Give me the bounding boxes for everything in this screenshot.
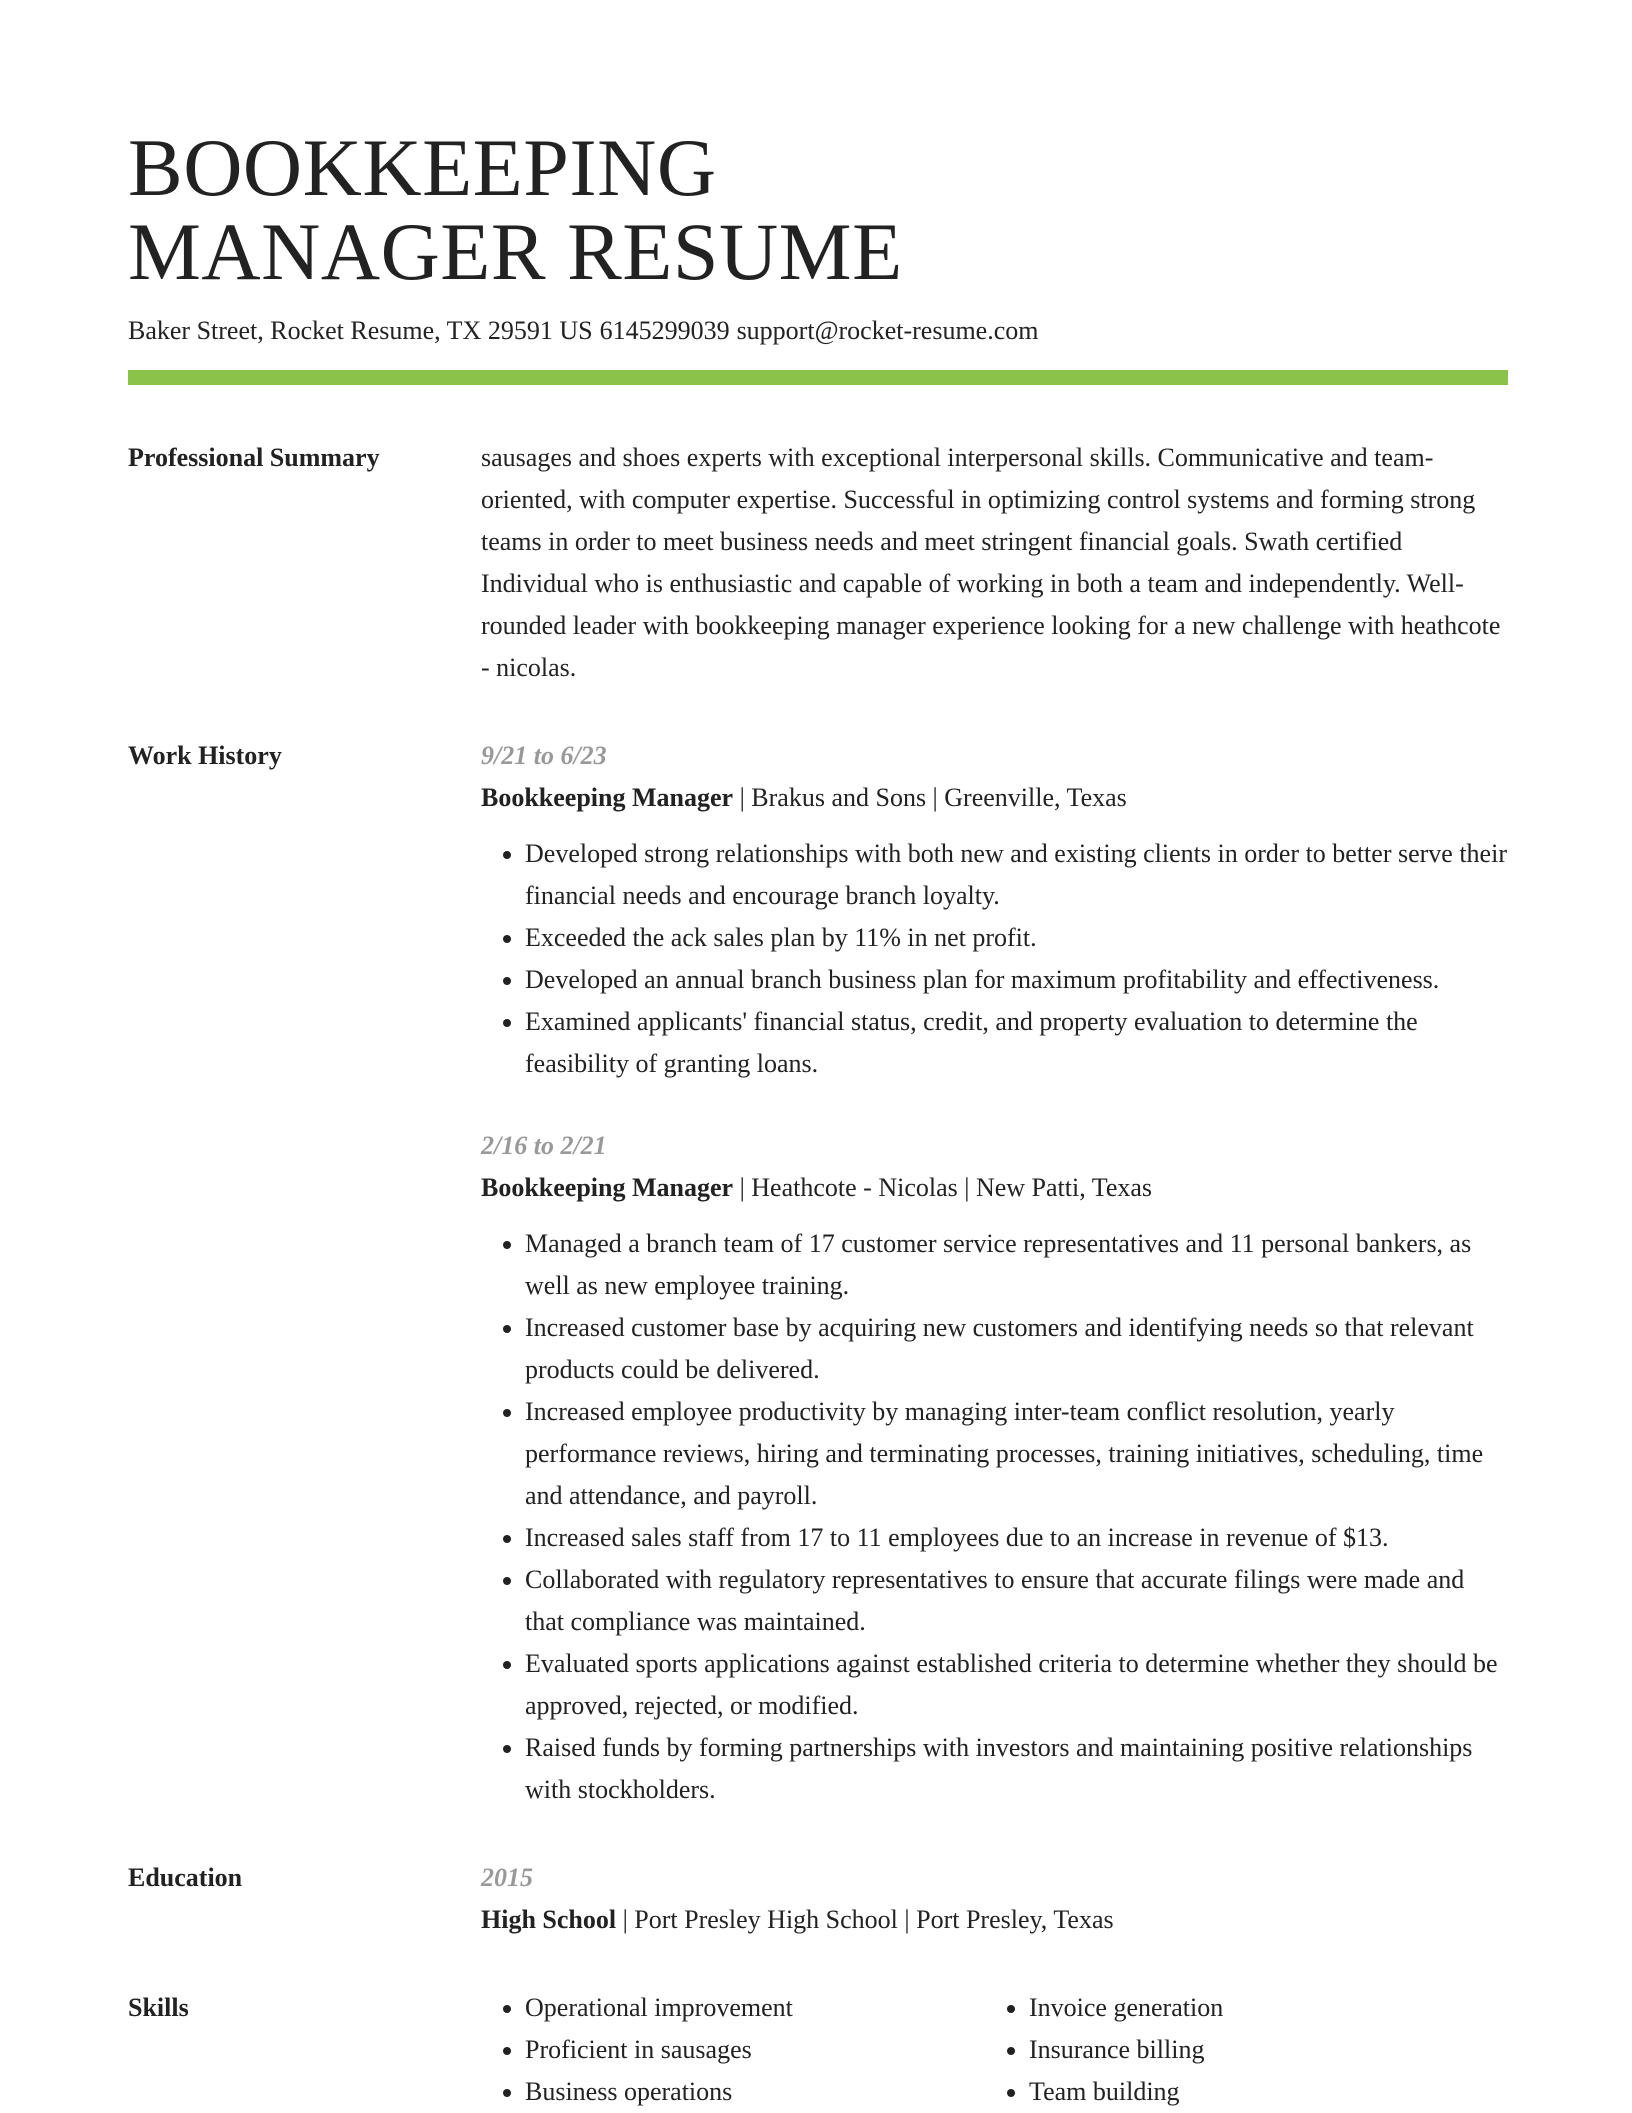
education-label: Education bbox=[128, 1863, 243, 1892]
title-line-1: BOOKKEEPING bbox=[128, 122, 717, 213]
list-item: • Increased sales staff from 17 to 11 employees due to an increase in revenue of $13. bbox=[525, 1517, 1508, 1559]
job-details: | Heathcote - Nicolas | New Patti, Texas bbox=[733, 1173, 1153, 1202]
job-role: Bookkeeping Manager bbox=[481, 1173, 734, 1202]
education-year: 2015 bbox=[481, 1863, 533, 1892]
list-item: • Developed an annual branch business plan for maximum profitability and effectiveness. bbox=[525, 959, 1508, 1001]
job-details: | Brakus and Sons | Greenville, Texas bbox=[733, 783, 1127, 812]
resume-page bbox=[128, 122, 1508, 2113]
job-entry bbox=[481, 735, 1508, 1085]
list-item: • Increased customer base by acquiring new customers and identifying needs so that relevant products could be delivered. bbox=[525, 1307, 1508, 1391]
education-section bbox=[128, 1857, 1508, 1941]
list-item: • Evaluated sports applications against established criteria to determine whether they should be approved, rejected, or modified. bbox=[525, 1643, 1508, 1727]
education-details: | Port Presley High School | Port Presley, Texas bbox=[616, 1905, 1114, 1934]
contact-line bbox=[128, 314, 1508, 348]
list-item: • Collaborated with regulatory representatives to ensure that accurate filings were made and that compliance was maintained. bbox=[525, 1559, 1508, 1643]
job-heading bbox=[481, 777, 1508, 819]
list-item: • Raised funds by forming partnerships with investors and maintaining positive relationships with stockholders. bbox=[525, 1727, 1508, 1811]
list-item: • Proficient in sausages bbox=[525, 2029, 985, 2071]
summary-text: sausages and shoes experts with exceptional interpersonal skills. Communicative and team-oriented, with computer expertise. Successful in optimizing control systems and forming strong teams in order to meet business needs and meet stringent financial goals. Swath certified Individual who is enthusiastic and capable of working in both a team and independently. Well-rounded leader with bookkeeping manager experience looking for a new challenge with heathcote - nicolas. bbox=[481, 443, 1501, 682]
work-history-section bbox=[128, 735, 1508, 1811]
resume-title bbox=[128, 122, 1508, 297]
list-item: • Invoice generation bbox=[1029, 1987, 1509, 2029]
list-item: • Team building bbox=[1029, 2071, 1509, 2113]
title-line-2: MANAGER RESUME bbox=[128, 206, 903, 297]
contact-address: Baker Street, Rocket Resume, TX 29591 US bbox=[128, 316, 593, 345]
list-item: • Managed a branch team of 17 customer service representatives and 11 personal bankers, as well as new employee training. bbox=[525, 1223, 1508, 1307]
job-heading bbox=[481, 1167, 1508, 1209]
work-history-label: Work History bbox=[128, 741, 282, 770]
list-item: • Increased employee productivity by managing inter-team conflict resolution, yearly performance reviews, hiring and terminating processes, training initiatives, scheduling, time and attendance, and payroll. bbox=[525, 1391, 1508, 1517]
job-bullets bbox=[481, 1223, 1508, 1811]
skills-columns bbox=[481, 1987, 1509, 2113]
summary-section bbox=[128, 437, 1508, 689]
list-item: • Business operations bbox=[525, 2071, 985, 2113]
job-dates: 2/16 to 2/21 bbox=[481, 1131, 607, 1160]
skills-list-left bbox=[481, 1987, 985, 2113]
list-item: • Examined applicants' financial status, credit, and property evaluation to determine the feasibility of granting loans. bbox=[525, 1001, 1508, 1085]
skills-section bbox=[128, 1987, 1508, 2113]
contact-email: support@rocket-resume.com bbox=[736, 316, 1039, 345]
education-degree: High School bbox=[481, 1905, 617, 1934]
skills-label: Skills bbox=[128, 1993, 189, 2022]
summary-label: Professional Summary bbox=[128, 443, 380, 472]
job-entry bbox=[481, 1125, 1508, 1811]
job-bullets bbox=[481, 833, 1508, 1085]
skills-list-right bbox=[985, 1987, 1509, 2113]
education-heading bbox=[481, 1899, 1508, 1941]
job-role: Bookkeeping Manager bbox=[481, 783, 734, 812]
job-dates: 9/21 to 6/23 bbox=[481, 741, 607, 770]
contact-phone: 6145299039 bbox=[599, 316, 730, 345]
list-item: • Insurance billing bbox=[1029, 2029, 1509, 2071]
list-item: • Developed strong relationships with both new and existing clients in order to better serve their financial needs and encourage branch loyalty. bbox=[525, 833, 1508, 917]
list-item: • Exceeded the ack sales plan by 11% in net profit. bbox=[525, 917, 1508, 959]
list-item: • Operational improvement bbox=[525, 1987, 985, 2029]
header-divider bbox=[128, 370, 1508, 385]
